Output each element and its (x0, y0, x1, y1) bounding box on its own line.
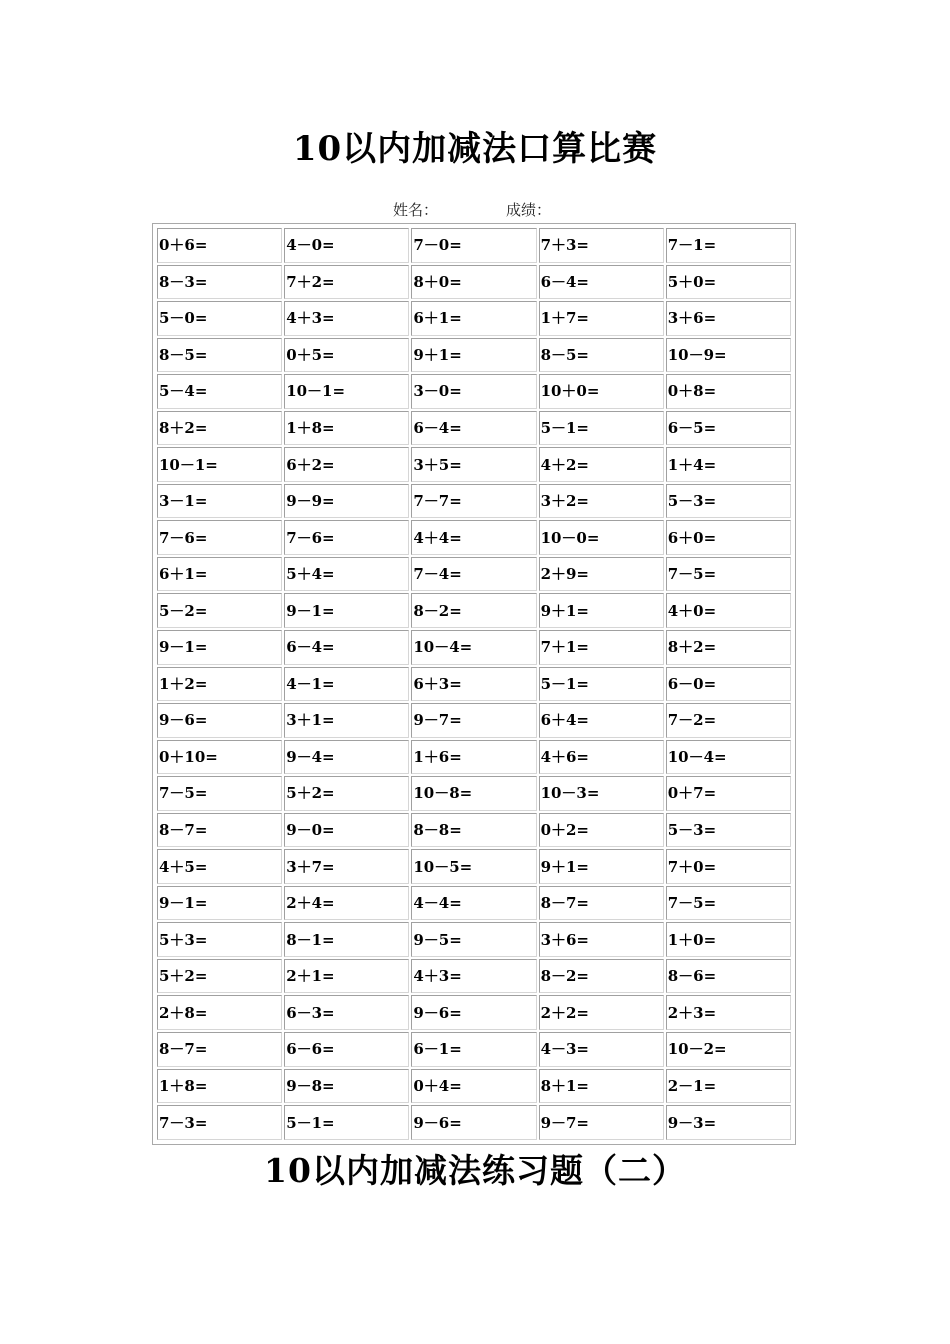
problem-cell: 7－1= (666, 228, 791, 263)
problem-cell: 8－5= (157, 338, 282, 373)
problem-row (157, 557, 791, 592)
problem-table-body (157, 228, 791, 1140)
problem-cell: 9－3= (666, 1105, 791, 1140)
problem-cell: 5－1= (539, 411, 664, 446)
problem-sheet (152, 223, 796, 1145)
problem-cell: 4＋5= (157, 849, 282, 884)
problem-cell: 5－2= (157, 593, 282, 628)
problem-cell: 5－4= (157, 374, 282, 409)
problem-cell: 6－4= (284, 630, 409, 665)
problem-row (157, 374, 791, 409)
problem-cell: 7－7= (411, 484, 536, 519)
problem-cell: 10－4= (411, 630, 536, 665)
problem-cell: 1＋8= (157, 1069, 282, 1104)
problem-row (157, 520, 791, 555)
problem-cell: 6＋3= (411, 667, 536, 702)
problem-cell: 8－7= (157, 1032, 282, 1067)
problem-cell: 7－6= (157, 520, 282, 555)
student-info-line (0, 199, 950, 221)
problem-cell: 7＋3= (539, 228, 664, 263)
problem-cell: 7＋0= (666, 849, 791, 884)
problem-cell: 5＋2= (157, 959, 282, 994)
problem-cell: 10－3= (539, 776, 664, 811)
problem-cell: 10－8= (411, 776, 536, 811)
problem-cell: 6＋2= (284, 447, 409, 482)
problem-cell: 8－2= (411, 593, 536, 628)
problem-cell: 6－1= (411, 1032, 536, 1067)
problem-row (157, 484, 791, 519)
problem-cell: 2＋8= (157, 995, 282, 1030)
problem-cell: 8－8= (411, 813, 536, 848)
problem-cell: 9＋1= (539, 593, 664, 628)
problem-cell: 7＋1= (539, 630, 664, 665)
problem-cell: 7－2= (666, 703, 791, 738)
problem-row (157, 447, 791, 482)
problem-cell: 10－0= (539, 520, 664, 555)
problem-cell: 9－0= (284, 813, 409, 848)
problem-row (157, 703, 791, 738)
problem-cell: 6－6= (284, 1032, 409, 1067)
problem-cell: 8＋0= (411, 265, 536, 300)
problem-cell: 9－7= (411, 703, 536, 738)
problem-cell: 4＋3= (411, 959, 536, 994)
problem-cell: 9＋1= (539, 849, 664, 884)
problem-cell: 3－0= (411, 374, 536, 409)
problem-cell: 6－3= (284, 995, 409, 1030)
problem-cell: 4－3= (539, 1032, 664, 1067)
problem-cell: 9－5= (411, 922, 536, 957)
problem-cell: 5＋3= (157, 922, 282, 957)
problem-row (157, 776, 791, 811)
problem-cell: 8－2= (539, 959, 664, 994)
problem-row (157, 667, 791, 702)
problem-cell: 10＋0= (539, 374, 664, 409)
problem-row (157, 593, 791, 628)
problem-cell: 8－6= (666, 959, 791, 994)
problem-cell: 10－2= (666, 1032, 791, 1067)
problem-cell: 3＋1= (284, 703, 409, 738)
problem-cell: 8＋2= (157, 411, 282, 446)
problem-cell: 1＋8= (284, 411, 409, 446)
problem-cell: 2＋9= (539, 557, 664, 592)
problem-cell: 0＋4= (411, 1069, 536, 1104)
problem-cell: 7－5= (666, 886, 791, 921)
problem-cell: 2－1= (666, 1069, 791, 1104)
problem-cell: 4＋2= (539, 447, 664, 482)
problem-cell: 9－8= (284, 1069, 409, 1104)
problem-cell: 2＋3= (666, 995, 791, 1030)
problem-cell: 6－0= (666, 667, 791, 702)
problem-row (157, 886, 791, 921)
problem-row (157, 740, 791, 775)
problem-cell: 10－5= (411, 849, 536, 884)
problem-cell: 1＋0= (666, 922, 791, 957)
problem-cell: 6＋1= (411, 301, 536, 336)
problem-cell: 8－5= (539, 338, 664, 373)
problem-cell: 2＋1= (284, 959, 409, 994)
second-section-title: 10以内加减法练习题（二） (264, 1151, 686, 1190)
problem-cell: 1＋4= (666, 447, 791, 482)
problem-cell: 7－3= (157, 1105, 282, 1140)
problem-row (157, 630, 791, 665)
problem-cell: 6－5= (666, 411, 791, 446)
problem-cell: 6－4= (411, 411, 536, 446)
problem-cell: 6－4= (539, 265, 664, 300)
problem-cell: 9－1= (157, 630, 282, 665)
problem-cell: 4＋3= (284, 301, 409, 336)
problem-cell: 3＋5= (411, 447, 536, 482)
problem-cell: 9－7= (539, 1105, 664, 1140)
problem-cell: 7－5= (157, 776, 282, 811)
problem-cell: 5＋0= (666, 265, 791, 300)
problem-row (157, 338, 791, 373)
problem-cell: 2＋4= (284, 886, 409, 921)
problem-cell: 5－0= (157, 301, 282, 336)
problem-cell: 7－6= (284, 520, 409, 555)
problem-cell: 4＋4= (411, 520, 536, 555)
problem-cell: 8－3= (157, 265, 282, 300)
problem-cell: 0＋5= (284, 338, 409, 373)
problem-row (157, 922, 791, 957)
problem-cell: 7－5= (666, 557, 791, 592)
problem-cell: 1＋6= (411, 740, 536, 775)
problem-cell: 9－1= (284, 593, 409, 628)
problem-cell: 9－1= (157, 886, 282, 921)
problem-row (157, 995, 791, 1030)
problem-cell: 0＋2= (539, 813, 664, 848)
problem-table (155, 226, 793, 1142)
page-title: 10以内加减法口算比赛 (292, 129, 658, 169)
problem-cell: 4－4= (411, 886, 536, 921)
problem-row (157, 959, 791, 994)
problem-cell: 5－3= (666, 484, 791, 519)
problem-cell: 0＋7= (666, 776, 791, 811)
problem-cell: 4＋6= (539, 740, 664, 775)
problem-cell: 4＋0= (666, 593, 791, 628)
score-label: 成绩： (506, 201, 552, 219)
problem-cell: 4－0= (284, 228, 409, 263)
problem-cell: 4－1= (284, 667, 409, 702)
problem-cell: 10－1= (284, 374, 409, 409)
problem-row (157, 301, 791, 336)
problem-cell: 9－6= (157, 703, 282, 738)
problem-cell: 8＋1= (539, 1069, 664, 1104)
problem-cell: 3＋7= (284, 849, 409, 884)
problem-row (157, 1032, 791, 1067)
problem-cell: 10－1= (157, 447, 282, 482)
problem-cell: 8－7= (539, 886, 664, 921)
problem-cell: 5－1= (284, 1105, 409, 1140)
problem-cell: 8＋2= (666, 630, 791, 665)
problem-cell: 0＋10= (157, 740, 282, 775)
problem-cell: 7＋2= (284, 265, 409, 300)
problem-cell: 8－7= (157, 813, 282, 848)
name-label: 姓名： (393, 201, 439, 219)
problem-cell: 5＋4= (284, 557, 409, 592)
problem-cell: 3＋6= (666, 301, 791, 336)
problem-cell: 9－4= (284, 740, 409, 775)
problem-cell: 10－9= (666, 338, 791, 373)
problem-cell: 7－4= (411, 557, 536, 592)
problem-cell: 1＋2= (157, 667, 282, 702)
problem-cell: 3－1= (157, 484, 282, 519)
problem-cell: 7－0= (411, 228, 536, 263)
problem-cell: 6＋4= (539, 703, 664, 738)
problem-cell: 6＋1= (157, 557, 282, 592)
problem-cell: 10－4= (666, 740, 791, 775)
problem-cell: 9－9= (284, 484, 409, 519)
problem-cell: 2＋2= (539, 995, 664, 1030)
problem-cell: 5－1= (539, 667, 664, 702)
problem-cell: 5－3= (666, 813, 791, 848)
problem-cell: 0＋8= (666, 374, 791, 409)
problem-cell: 1＋7= (539, 301, 664, 336)
problem-row (157, 813, 791, 848)
problem-cell: 8－1= (284, 922, 409, 957)
problem-row (157, 1105, 791, 1140)
problem-cell: 9－6= (411, 995, 536, 1030)
problem-cell: 6＋0= (666, 520, 791, 555)
problem-cell: 3＋2= (539, 484, 664, 519)
problem-cell: 3＋6= (539, 922, 664, 957)
problem-row (157, 411, 791, 446)
problem-cell: 9＋1= (411, 338, 536, 373)
problem-cell: 5＋2= (284, 776, 409, 811)
problem-row (157, 1069, 791, 1104)
problem-row (157, 849, 791, 884)
problem-cell: 9－6= (411, 1105, 536, 1140)
problem-row (157, 265, 791, 300)
problem-cell: 0＋6= (157, 228, 282, 263)
problem-row (157, 228, 791, 263)
